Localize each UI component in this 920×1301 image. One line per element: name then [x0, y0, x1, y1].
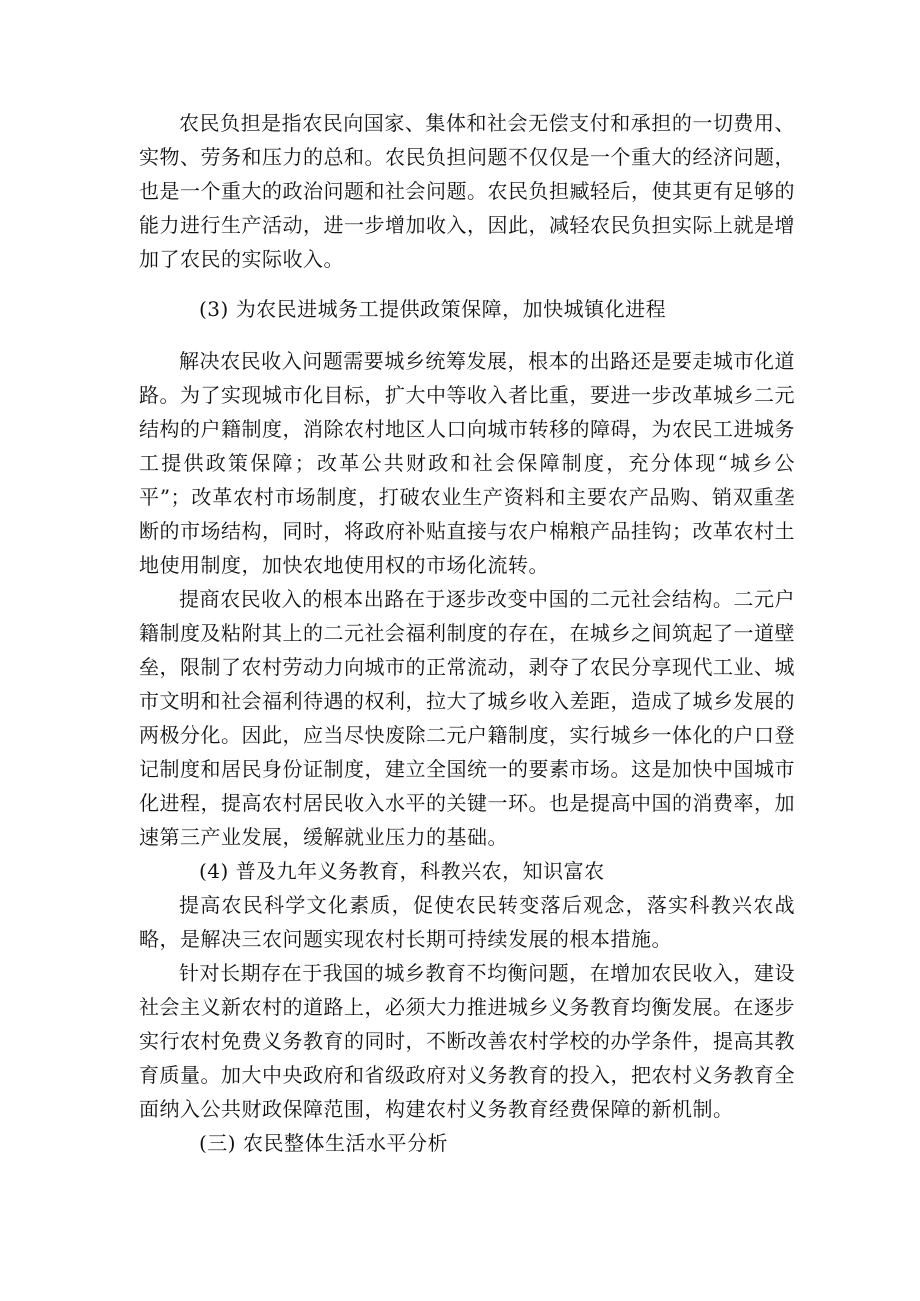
section-heading-3: (3) 为农民进城务工提供政策保障，加快城镇化进程 — [199, 297, 667, 321]
section-heading-4: (4) 普及九年义务教育，科教兴农，知识富农 — [199, 859, 605, 883]
document-page — [139, 106, 795, 1160]
section-heading-living-standard: (三) 农民整体生活水平分析 — [199, 1131, 448, 1155]
paragraph-dual-structure: 提商农民收入的根本出路在于逐步改变中国的二元社会结构。二元户籍制度及粘附其上的二元社会福利制度的存在，在城乡之间筑起了一道壁垒，限制了农村劳动力向城市的正常流动，剥夺了农民分享现代工业、城市文明和社会福利待遇的权利，拉大了城乡收入差距，造成了城乡发展的两极分化。因此，应当尽快废除二元户籍制度，实行城乡一体化的户口登记制度和居民身份证制度，建立全国统一的要素市场。这是加快中国城市化进程，提高农村居民收入水平的关键一环。也是提高中国的消费率，加速第三产业发展，缓解就业压力的基础。 — [139, 587, 795, 849]
paragraph-compulsory-education: 针对长期存在于我国的城乡教育不均衡问题，在增加农民收入，建设社会主义新农村的道路上，必须大力推进城乡义务教育均衡发展。在逐步实行农村免费义务教育的同时，不断改善农村学校的办学条件，提高其教育质量。加大中央政府和省级政府对义务教育的投入，把农村义务教育全面纳入公共财政保障范围，构建农村义务教育经费保障的新机制。 — [139, 961, 795, 1121]
paragraph-science-education: 提高农民科学文化素质，促使农民转变落后观念，落实科教兴农战略，是解决三农问题实现农村长期可持续发展的根本措施。 — [139, 893, 795, 951]
paragraph-farmer-burden: 农民负担是指农民向国家、集体和社会无偿支付和承担的一切费用、实物、劳务和压力的总和。农民负担问题不仅仅是一个重大的经济问题，也是一个重大的政治问题和社会问题。农民负担臧轻后，使其更有足够的能力进行生产活动，进一步增加收入，因此，减轻农民负担实际上就是增加了农民的实际收入。 — [139, 111, 795, 271]
paragraph-urbanization: 解决农民收入问题需要城乡统筹发展，根本的出路还是要走城市化道路。为了实现城市化目标，扩大中等收入者比重，要进一步改革城乡二元结构的户籍制度，消除农村地区人口向城市转移的障碍，为农民工进城务工提供政策保障；改革公共财政和社会保障制度，充分体现“城乡公平”；改革农村市场制度，打破农业生产资料和主要农产品购、销双重垄断的市场结构，同时，将政府补贴直接与农户棉粮产品挂钩；改革农村土地使用制度，加快农地使用权的市场化流转。 — [139, 349, 795, 577]
